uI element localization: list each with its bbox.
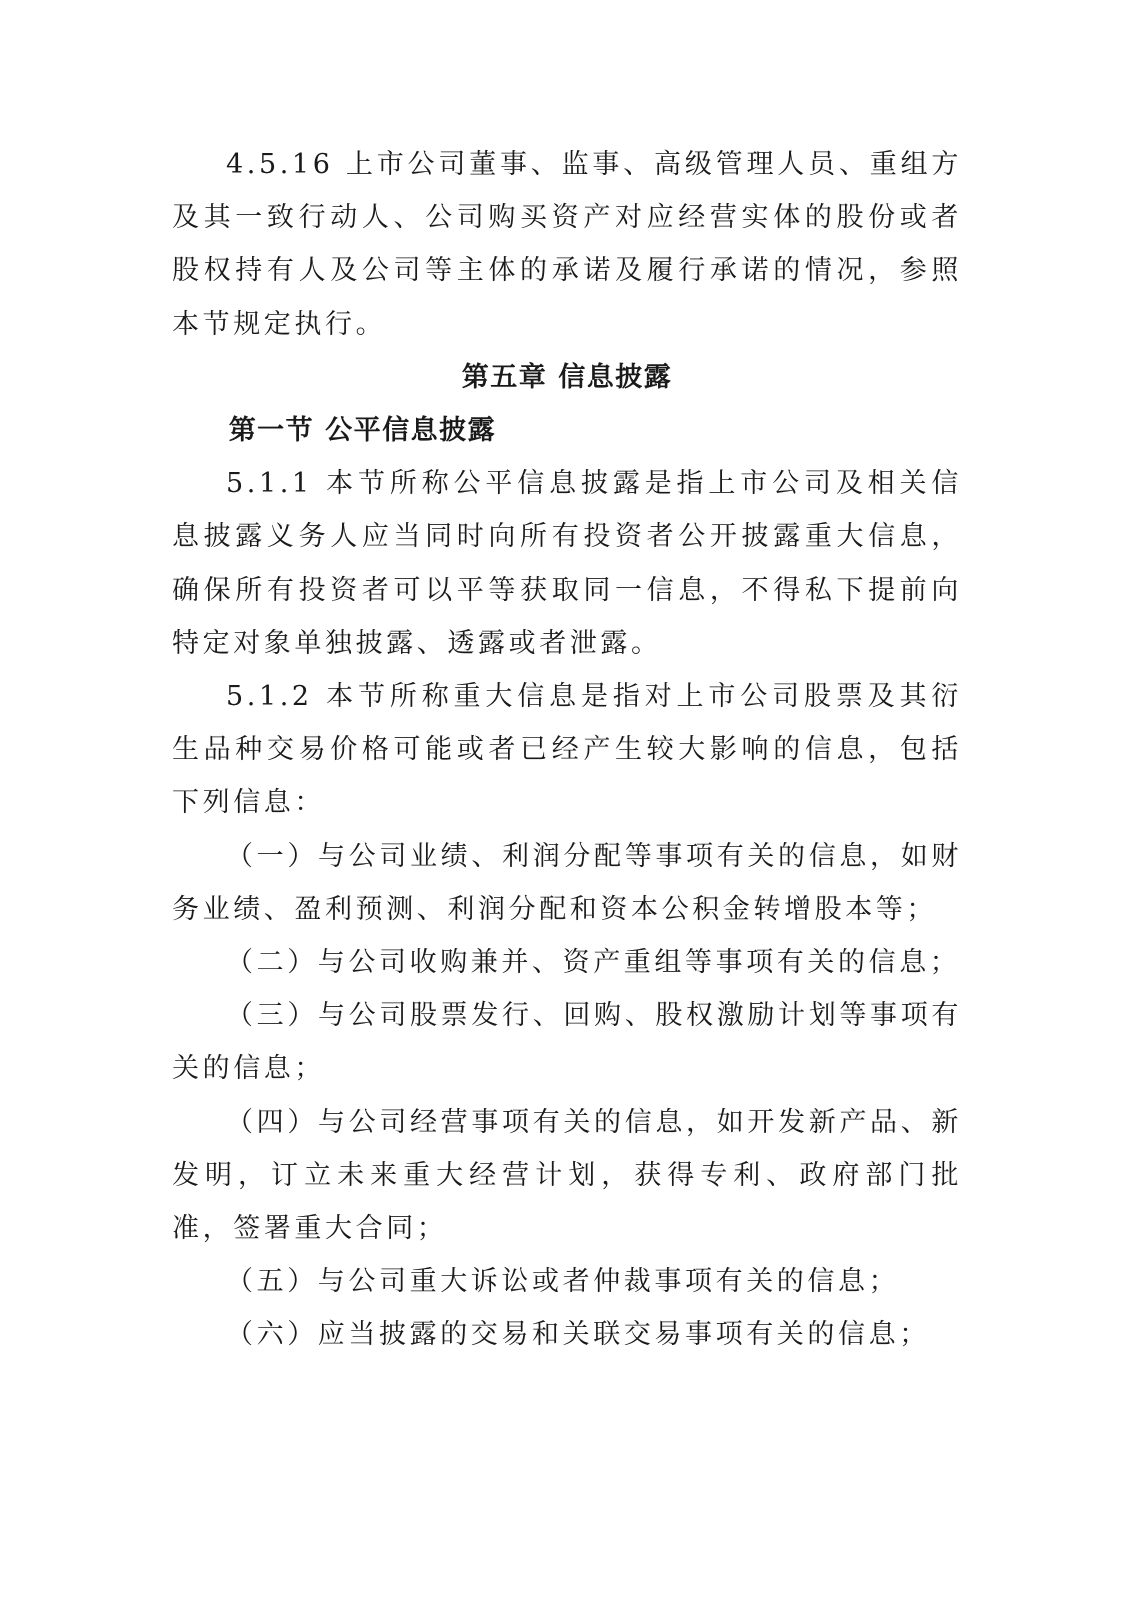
list-item-2: （二）与公司收购兼并、资产重组等事项有关的信息； xyxy=(226,947,961,979)
list-item-1: （一）与公司业绩、利润分配等事项有关的信息，如财务业绩、盈利预测、利润分配和资本公积金转增股本等； xyxy=(172,840,962,925)
section-title: 第一节 公平信息披露 xyxy=(228,415,497,447)
paragraph-4-5-16: 4.5.16 上市公司董事、监事、高级管理人员、重组方及其一致行动人、公司购买资产对应经营实体的股份或者股权持有人及公司等主体的承诺及履行承诺的情况，参照本节规定执行。 xyxy=(172,149,962,340)
list-item-5: （五）与公司重大诉讼或者仲裁事项有关的信息； xyxy=(226,1266,900,1298)
chapter-title: 第五章 信息披露 xyxy=(461,361,673,393)
list-item-6: （六）应当披露的交易和关联交易事项有关的信息； xyxy=(226,1319,930,1351)
list-item-3: （三）与公司股票发行、回购、股权激励计划等事项有关的信息； xyxy=(172,1000,962,1085)
list-item-4: （四）与公司经营事项有关的信息，如开发新产品、新发明，订立未来重大经营计划，获得专利、政府部门批准，签署重大合同； xyxy=(172,1106,962,1245)
document-body xyxy=(172,138,962,1362)
paragraph-5-1-1: 5.1.1 本节所称公平信息披露是指上市公司及相关信息披露义务人应当同时向所有投资者公开披露重大信息，确保所有投资者可以平等获取同一信息，不得私下提前向特定对象单独披露、透露或者泄露。 xyxy=(172,468,962,659)
paragraph-5-1-2: 5.1.2 本节所称重大信息是指对上市公司股票及其衍生品种交易价格可能或者已经产生较大影响的信息，包括下列信息： xyxy=(172,681,962,819)
